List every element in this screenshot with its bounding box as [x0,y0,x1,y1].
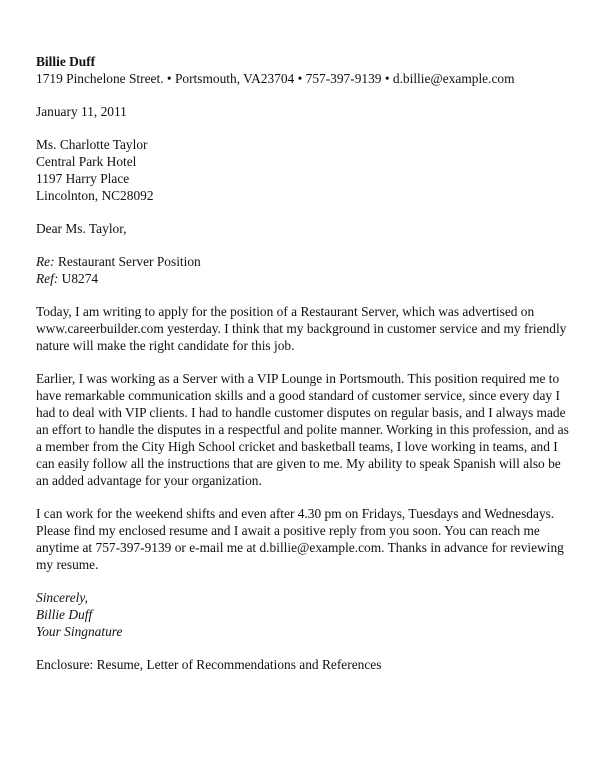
ref-value: U8274 [58,271,99,286]
body-paragraph-1 [36,303,566,354]
paragraph-line: Please find my enclosed resume and I await a positive reply from you soon. You can reach me [36,523,540,538]
paragraph-line: I can work for the weekend shifts and even after 4.30 pm on Fridays, Tuesdays and Wednesdays. [36,506,555,521]
closing-block [36,589,566,640]
date-block [36,103,566,120]
reference-block [36,253,566,287]
paragraph-line: Today, I am writing to apply for the position of a Restaurant Server, which was advertised on [36,304,535,319]
paragraph-line: my resume. [36,557,99,572]
paragraph-line: anytime at 757-397-9139 or e-mail me at d.billie@example.com. Thanks in advance for reviewing [36,540,564,555]
body-paragraph-3 [36,505,566,573]
paragraph-line: had to deal with VIP clients. I had to handle customer disputes on regular basis, and I always made [36,405,566,420]
salutation: Dear Ms. Taylor, [36,221,127,236]
paragraph-line: an added advantage for your organization. [36,473,262,488]
signer-name: Billie Duff [36,607,93,622]
paragraph-line: have remarkable communication skills and a good standard of customer service, since every day I [36,388,560,403]
ref-label: Ref: [36,271,59,286]
salutation-block [36,220,566,237]
sender-contact-line: 1719 Pinchelone Street. • Portsmouth, VA23704 • 757-397-9139 • d.billie@example.com [36,71,515,86]
paragraph-line: nature will make the right candidate for this job. [36,338,295,353]
recipient-street: 1197 Harry Place [36,171,130,186]
paragraph-line: a member from the City High School cricket and basketball teams, I love working in teams, and I [36,439,558,454]
re-line [36,253,566,270]
signature: Your Singnature [36,624,123,639]
ref-line [36,270,566,287]
sender-block [36,53,566,87]
enclosure-block [36,656,566,673]
paragraph-line: www.careerbuilder.com yesterday. I think that my background in customer service and my friendly [36,321,567,336]
body-paragraph-2 [36,370,569,489]
recipient-company: Central Park Hotel [36,154,137,169]
valediction: Sincerely, [36,590,88,605]
letter-date: January 11, 2011 [36,104,127,119]
enclosure-line: Enclosure: Resume, Letter of Recommendations and References [36,657,382,672]
sender-name: Billie Duff [36,54,96,69]
paragraph-line: an effort to handle the disputes in a respectful and polite manner. Working in this profession, and as [36,422,569,437]
re-label: Re: [36,254,55,269]
recipient-city: Lincolnton, NC28092 [36,188,154,203]
paragraph-line: Earlier, I was working as a Server with a VIP Lounge in Portsmouth. This position required me to [36,371,560,386]
recipient-block [36,136,566,204]
paragraph-line: can easily follow all the instructions that are given to me. My ability to speak Spanish will also be [36,456,561,471]
recipient-name: Ms. Charlotte Taylor [36,137,148,152]
cover-letter [36,53,569,689]
re-value: Restaurant Server Position [54,254,201,269]
